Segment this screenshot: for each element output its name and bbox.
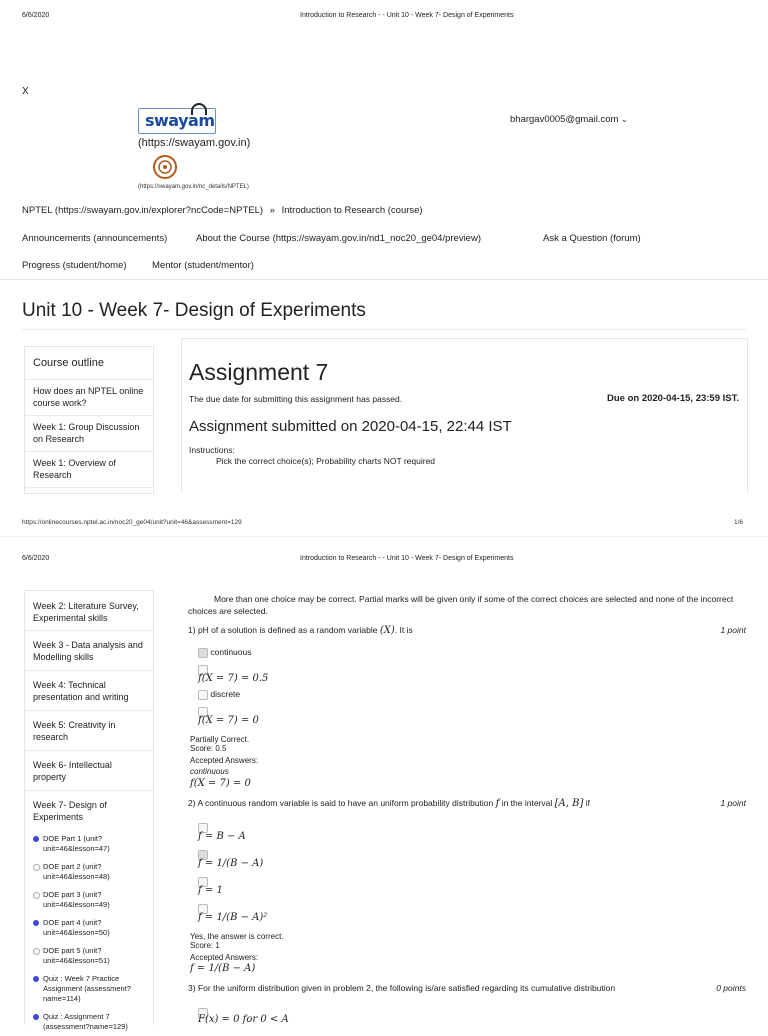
q1-accepted-2: f(X = 7) = 0 bbox=[190, 778, 251, 789]
page-break bbox=[0, 536, 768, 537]
sidebar-item-week2[interactable]: Week 2: Literature Survey, Experimental skills bbox=[25, 591, 153, 631]
lesson-doe-part4[interactable] bbox=[25, 914, 153, 942]
q1-accepted-1: continuous bbox=[190, 767, 229, 776]
completed-dot-icon bbox=[33, 976, 39, 982]
user-email: bhargav0005@gmail.com bbox=[510, 114, 619, 125]
print-header-date-2: 6/6/2020 bbox=[22, 555, 50, 562]
sidebar-item-week1-group-discussion[interactable]: Week 1: Group Discussion on Research bbox=[25, 416, 153, 452]
breadcrumb-nptel[interactable]: NPTEL (https://swayam.gov.in/explorer?ncCode=NPTEL) bbox=[22, 205, 264, 216]
q1-accepted-label: Accepted Answers: bbox=[190, 756, 259, 765]
due-date: Due on 2020-04-15, 23:59 IST. bbox=[606, 393, 739, 404]
lesson-label: Quiz : Week 7 Practice Assignment (assessment?name=114) bbox=[43, 974, 131, 1003]
close-button[interactable]: X bbox=[22, 86, 29, 97]
question-3-points: 0 points bbox=[716, 983, 746, 993]
lesson-label: DOE part 3 (unit?unit=46&lesson=49) bbox=[43, 890, 110, 909]
sidebar-item-week4[interactable]: Week 4: Technical presentation and writing bbox=[25, 671, 153, 711]
q2-score: Score: 1 bbox=[190, 941, 220, 950]
swayam-link[interactable]: (https://swayam.gov.in) bbox=[138, 137, 251, 149]
print-header-title-2: Introduction to Research - - Unit 10 - Week 7- Design of Experiments bbox=[300, 555, 514, 562]
incomplete-dot-icon bbox=[33, 948, 40, 955]
incomplete-dot-icon bbox=[33, 864, 40, 871]
completed-dot-icon bbox=[33, 920, 39, 926]
q1-option-4-label: f(X = 7) = 0 bbox=[198, 715, 259, 726]
swayam-logo[interactable] bbox=[138, 108, 216, 134]
lesson-label: DOE Part 1 (unit?unit=46&lesson=47) bbox=[43, 834, 110, 853]
user-menu[interactable] bbox=[510, 114, 628, 125]
swayam-logo-text: swayam bbox=[145, 111, 215, 130]
question-2: 2) A continuous random variable is said to have an uniform probability distribution f in the interval [A, B] if bbox=[188, 798, 590, 809]
nav-divider bbox=[0, 279, 768, 280]
print-footer-url: https://onlinecourses.nptel.ac.in/noc20_ge04/unit?unit=46&assessment=129 bbox=[22, 519, 242, 526]
lesson-label: Quiz : Assignment 7 (assessment?name=129) bbox=[43, 1012, 128, 1031]
lesson-doe-part1[interactable] bbox=[25, 830, 153, 858]
instructions-text: Pick the correct choice(s); Probability charts NOT required bbox=[216, 456, 436, 466]
q3-option-1-label: F(x) = 0 for 0 < A bbox=[198, 1014, 289, 1025]
q2-option-4-label: f = 1/(B − A)² bbox=[198, 912, 268, 923]
chevron-down-icon: ⌄ bbox=[621, 115, 628, 124]
lesson-doe-part5[interactable] bbox=[25, 942, 153, 970]
nptel-logo[interactable] bbox=[152, 154, 178, 180]
q1-feedback: Partially Correct. bbox=[190, 735, 250, 744]
incomplete-dot-icon bbox=[33, 892, 40, 899]
nav-announcements[interactable]: Announcements (announcements) bbox=[22, 233, 168, 244]
completed-dot-icon bbox=[33, 1014, 39, 1020]
assignment-title: Assignment 7 bbox=[189, 359, 329, 385]
lesson-label: DOE part 4 (unit?unit=46&lesson=50) bbox=[43, 918, 110, 937]
print-header-title: Introduction to Research - - Unit 10 - Week 7- Design of Experiments bbox=[300, 12, 514, 19]
q2-accepted-1: f = 1/(B − A) bbox=[190, 963, 256, 974]
course-outline-sidebar-2 bbox=[24, 590, 154, 1031]
nav-mentor[interactable]: Mentor (student/mentor) bbox=[152, 260, 254, 271]
lesson-quiz-practice[interactable] bbox=[25, 970, 153, 1008]
assignment-panel bbox=[181, 338, 748, 493]
due-notice: The due date for submitting this assignment has passed. bbox=[189, 394, 403, 404]
q1-option-2-label: f(X = 7) = 0.5 bbox=[198, 673, 269, 684]
lesson-label: DOE part 5 (unit?unit=46&lesson=51) bbox=[43, 946, 110, 965]
nav-progress[interactable]: Progress (student/home) bbox=[22, 260, 127, 271]
course-outline-heading: Course outline bbox=[25, 347, 153, 380]
completed-dot-icon bbox=[33, 836, 39, 842]
question-3: 3) For the uniform distribution given in problem 2, the following is/are satisfied regarding its cumulative distribution bbox=[188, 983, 616, 993]
sidebar-item-week6[interactable]: Week 6- Intellectual property bbox=[25, 751, 153, 791]
q1-option-continuous[interactable]: continuous bbox=[198, 647, 252, 658]
nav-ask-question[interactable]: Ask a Question (forum) bbox=[543, 233, 641, 244]
q1-score: Score: 0.5 bbox=[190, 744, 227, 753]
print-header-date: 6/6/2020 bbox=[22, 12, 50, 19]
lesson-label: DOE part 2 (unit?unit=46&lesson=48) bbox=[43, 862, 110, 881]
q2-feedback: Yes, the answer is correct. bbox=[190, 932, 284, 941]
question-1: 1) pH of a solution is defined as a random variable (X). It is bbox=[188, 625, 413, 636]
checkbox-checked-icon bbox=[198, 648, 208, 658]
breadcrumb-course[interactable]: Introduction to Research (course) bbox=[281, 205, 423, 216]
unit-title: Unit 10 - Week 7- Design of Experiments bbox=[22, 300, 366, 321]
q2-option-2-label: f = 1/(B − A) bbox=[198, 858, 264, 869]
q1-option-discrete[interactable]: discrete bbox=[198, 689, 240, 700]
sidebar-item-how-nptel-works[interactable]: How does an NPTEL online course work? bbox=[25, 380, 153, 416]
breadcrumb bbox=[22, 205, 423, 216]
print-footer-page: 1/6 bbox=[734, 519, 744, 526]
nav-about[interactable]: About the Course (https://swayam.gov.in/nd1_noc20_ge04/preview) bbox=[196, 233, 481, 244]
intro-text: More than one choice may be correct. Partial marks will be given only if some of the correct choices are selected and none of the incorrect choices are selected. bbox=[188, 594, 734, 616]
submission-status: Assignment submitted on 2020-04-15, 22:44 IST bbox=[189, 418, 512, 435]
q2-accepted-label: Accepted Answers: bbox=[190, 953, 259, 962]
q2-option-3-label: f = 1 bbox=[198, 885, 223, 896]
checkbox-icon bbox=[198, 690, 208, 700]
instructions-label: Instructions: bbox=[189, 445, 235, 455]
sidebar-item-week7[interactable]: Week 7- Design of Experiments bbox=[33, 800, 107, 822]
breadcrumb-separator: » bbox=[269, 205, 275, 216]
title-divider bbox=[22, 329, 746, 330]
swayam-logo-arc-icon bbox=[191, 103, 207, 115]
nptel-logo-link[interactable]: (https://swayam.gov.in/nc_details/NPTEL) bbox=[138, 184, 249, 190]
lesson-quiz-assignment7[interactable] bbox=[25, 1008, 153, 1036]
lesson-doe-part2[interactable] bbox=[25, 858, 153, 886]
question-1-points: 1 point bbox=[720, 625, 746, 635]
lesson-doe-part3[interactable] bbox=[25, 886, 153, 914]
sidebar-item-week3[interactable]: Week 3 - Data analysis and Modelling skills bbox=[25, 631, 153, 671]
sidebar-item-week5[interactable]: Week 5: Creativity in research bbox=[25, 711, 153, 751]
course-outline-sidebar bbox=[24, 346, 154, 494]
q2-option-1-label: f = B − A bbox=[198, 831, 246, 842]
sidebar-item-week1-overview[interactable]: Week 1: Overview of Research bbox=[25, 452, 153, 488]
question-2-points: 1 point bbox=[720, 798, 746, 808]
